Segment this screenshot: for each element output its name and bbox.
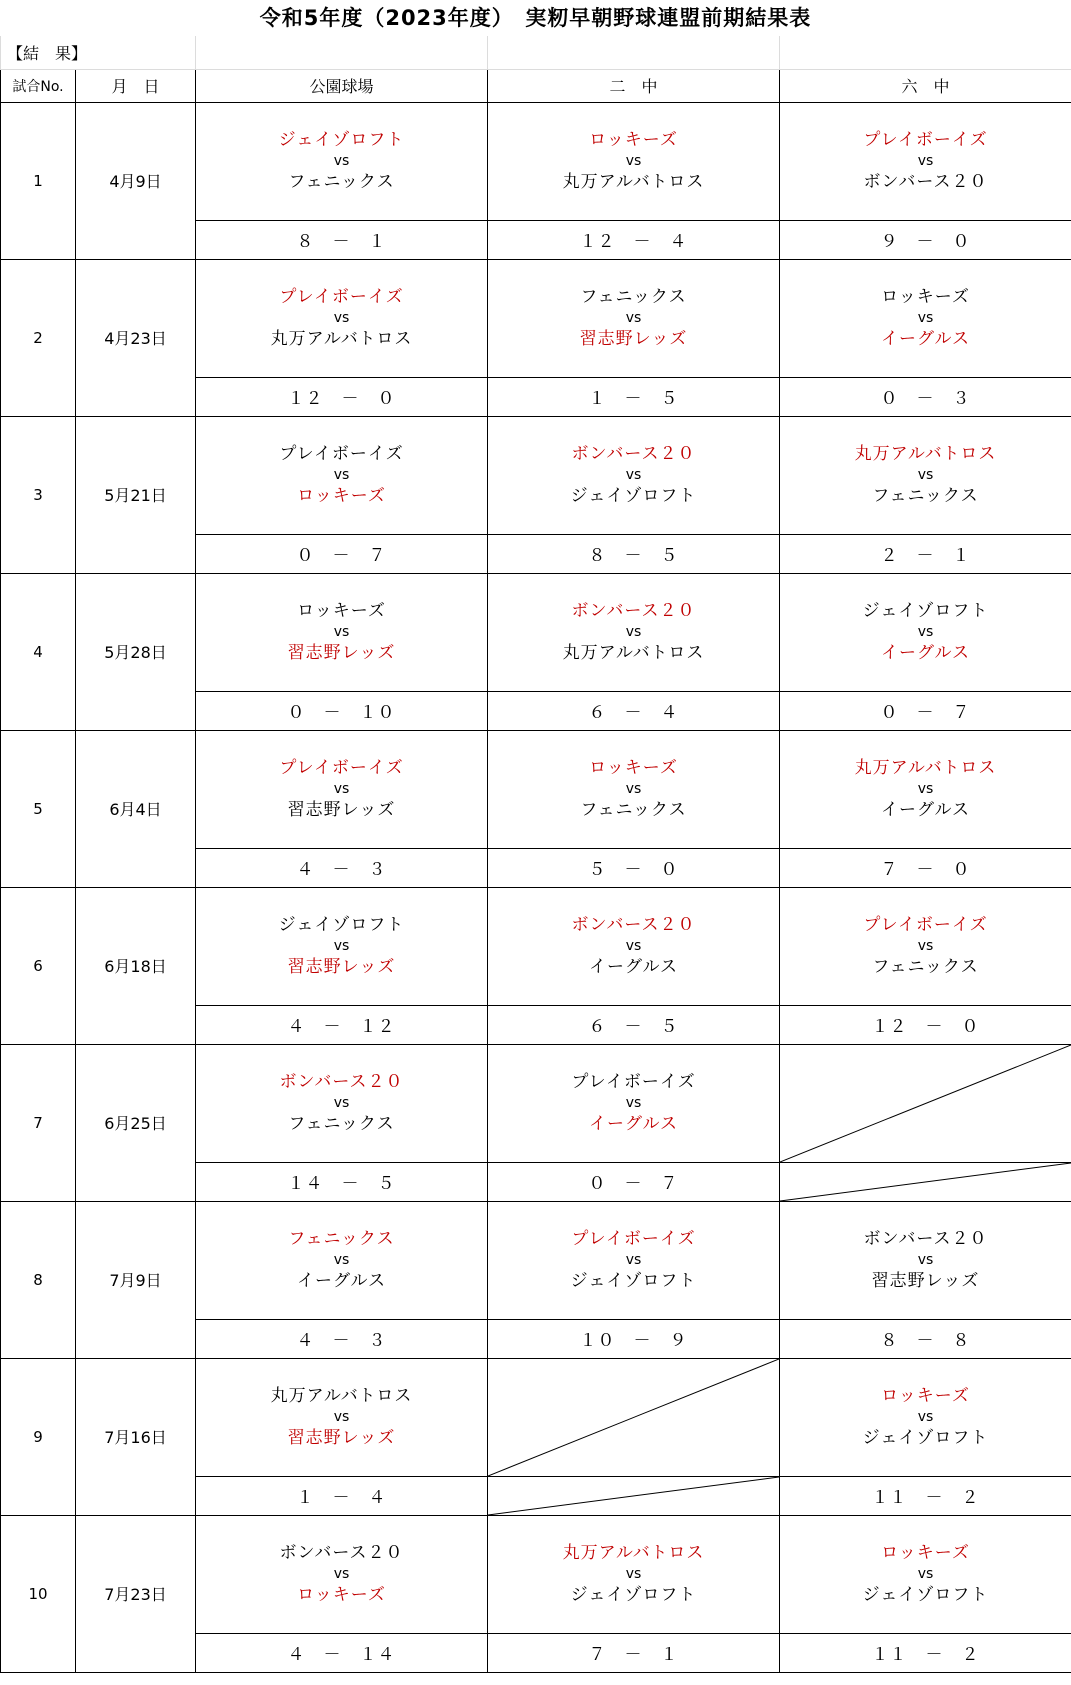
- game-cell: [196, 573, 488, 691]
- team-home: プレイボーイズ: [279, 758, 404, 778]
- team-away: イーグルス: [589, 1114, 678, 1134]
- match-number: 1: [1, 102, 76, 259]
- team-away: 丸万アルバトロス: [562, 643, 705, 663]
- team-home: プレイボーイズ: [571, 1229, 696, 1249]
- team-away: 習志野レッズ: [287, 1428, 396, 1448]
- team-home: 丸万アルバトロス: [854, 444, 997, 464]
- vs-label: vs: [917, 938, 934, 954]
- score-cell: ８ － ５: [488, 534, 780, 573]
- match-number: 10: [1, 1515, 76, 1672]
- vs-label: vs: [917, 310, 934, 326]
- header-venue-park: 公園球場: [196, 69, 488, 102]
- team-home: 丸万アルバトロス: [270, 1386, 413, 1406]
- game-cell: [196, 1515, 488, 1633]
- game-cell: [780, 1358, 1071, 1476]
- team-home: フェニックス: [288, 1229, 395, 1249]
- game-cell: [488, 102, 780, 220]
- match-row: [1, 259, 1071, 377]
- vs-label: vs: [333, 781, 350, 797]
- empty-cell: [488, 36, 780, 69]
- header-venue-nichu: 二 中: [488, 69, 780, 102]
- match-number: 3: [1, 416, 76, 573]
- vs-label: vs: [917, 1566, 934, 1582]
- team-away: 習志野レッズ: [287, 800, 396, 820]
- team-away: フェニックス: [288, 1114, 395, 1134]
- match-date: 7月9日: [76, 1201, 196, 1358]
- header-row: [1, 69, 1071, 102]
- header-match-no: 試合No.: [1, 69, 76, 102]
- score-cell: ５ － ０: [488, 848, 780, 887]
- game-cell: [196, 102, 488, 220]
- score-cell: ６ － ５: [488, 1005, 780, 1044]
- no-game-slash: [780, 1045, 1071, 1162]
- match-date: 5月28日: [76, 573, 196, 730]
- vs-label: vs: [333, 1095, 350, 1111]
- page-title: 令和5年度（2023年度） 実籾早朝野球連盟前期結果表: [259, 6, 812, 30]
- game-cell: [780, 102, 1071, 220]
- game-cell: [196, 416, 488, 534]
- score-cell: １０ － ９: [488, 1319, 780, 1358]
- score-cell: ０ － ７: [196, 534, 488, 573]
- vs-label: vs: [625, 1095, 642, 1111]
- game-cell: [488, 1515, 780, 1633]
- vs-label: vs: [917, 781, 934, 797]
- vs-label: vs: [625, 153, 642, 169]
- team-home: ロッキーズ: [589, 130, 678, 150]
- team-home: プレイボーイズ: [571, 1072, 696, 1092]
- vs-label: vs: [333, 624, 350, 640]
- match-date: 4月9日: [76, 102, 196, 259]
- game-cell: [196, 1201, 488, 1319]
- score-cell: １４ － ５: [196, 1162, 488, 1201]
- team-away: イーグルス: [881, 643, 970, 663]
- game-cell: [196, 1358, 488, 1476]
- result-label: 【結 果】: [1, 36, 196, 69]
- team-away: 丸万アルバトロス: [270, 329, 413, 349]
- match-date: 5月21日: [76, 416, 196, 573]
- match-row: [1, 730, 1071, 848]
- team-away: 習志野レッズ: [287, 957, 396, 977]
- game-cell: [780, 1201, 1071, 1319]
- team-away: 丸万アルバトロス: [562, 172, 705, 192]
- vs-label: vs: [917, 467, 934, 483]
- match-row: [1, 416, 1071, 534]
- vs-label: vs: [333, 1566, 350, 1582]
- match-row: [1, 887, 1071, 1005]
- no-game-slash: [488, 1477, 779, 1515]
- score-cell: １ － ４: [196, 1476, 488, 1515]
- game-cell: [780, 416, 1071, 534]
- no-game-cell: [488, 1358, 780, 1476]
- game-cell: [780, 573, 1071, 691]
- vs-label: vs: [625, 938, 642, 954]
- vs-label: vs: [625, 1252, 642, 1268]
- match-row: [1, 1515, 1071, 1633]
- team-home: 丸万アルバトロス: [562, 1543, 705, 1563]
- no-game-cell: [780, 1044, 1071, 1162]
- match-number: 7: [1, 1044, 76, 1201]
- match-number: 4: [1, 573, 76, 730]
- score-cell: ０ － １０: [196, 691, 488, 730]
- score-cell: ２ － １: [780, 534, 1071, 573]
- match-number: 9: [1, 1358, 76, 1515]
- vs-label: vs: [333, 1252, 350, 1268]
- score-cell: ４ － １４: [196, 1633, 488, 1672]
- vs-label: vs: [625, 781, 642, 797]
- team-home: ジェイゾロフト: [278, 915, 405, 935]
- team-home: ボンバース２０: [571, 915, 696, 935]
- score-cell: ０ － ７: [780, 691, 1071, 730]
- game-cell: [488, 887, 780, 1005]
- score-cell: １１ － ２: [780, 1633, 1071, 1672]
- vs-label: vs: [917, 1252, 934, 1268]
- match-row: [1, 1044, 1071, 1162]
- empty-cell: [780, 36, 1071, 69]
- team-away: イーグルス: [297, 1271, 386, 1291]
- vs-label: vs: [625, 1566, 642, 1582]
- score-cell: ４ － １２: [196, 1005, 488, 1044]
- team-away: 習志野レッズ: [871, 1271, 980, 1291]
- team-home: 丸万アルバトロス: [854, 758, 997, 778]
- score-cell: １２ － ０: [196, 377, 488, 416]
- score-cell: １１ － ２: [780, 1476, 1071, 1515]
- results-table: [0, 36, 1071, 1673]
- game-cell: [780, 1515, 1071, 1633]
- team-away: ジェイゾロフト: [862, 1585, 989, 1605]
- vs-label: vs: [917, 1409, 934, 1425]
- vs-label: vs: [333, 310, 350, 326]
- game-cell: [196, 887, 488, 1005]
- empty-cell: [196, 36, 488, 69]
- team-away: 習志野レッズ: [287, 643, 396, 663]
- team-home: プレイボーイズ: [863, 915, 988, 935]
- vs-label: vs: [333, 1409, 350, 1425]
- game-cell: [488, 730, 780, 848]
- game-cell: [488, 416, 780, 534]
- team-away: イーグルス: [589, 957, 678, 977]
- score-cell: ４ － ３: [196, 848, 488, 887]
- match-number: 8: [1, 1201, 76, 1358]
- team-away: ロッキーズ: [297, 486, 386, 506]
- team-home: プレイボーイズ: [279, 287, 404, 307]
- team-away: フェニックス: [288, 172, 395, 192]
- game-cell: [488, 573, 780, 691]
- vs-label: vs: [917, 153, 934, 169]
- team-away: ジェイゾロフト: [570, 486, 697, 506]
- score-cell: １２ － ０: [780, 1005, 1071, 1044]
- team-home: ボンバース２０: [279, 1072, 404, 1092]
- score-cell: ４ － ３: [196, 1319, 488, 1358]
- team-away: ジェイゾロフト: [862, 1428, 989, 1448]
- score-cell: ６ － ４: [488, 691, 780, 730]
- no-game-slash: [780, 1163, 1071, 1201]
- match-number: 2: [1, 259, 76, 416]
- match-number: 6: [1, 887, 76, 1044]
- vs-label: vs: [625, 310, 642, 326]
- team-home: ロッキーズ: [297, 601, 386, 621]
- score-cell: １２ － ４: [488, 220, 780, 259]
- game-cell: [488, 259, 780, 377]
- score-cell: ０ － ７: [488, 1162, 780, 1201]
- score-cell: ８ － ８: [780, 1319, 1071, 1358]
- result-label-row: [1, 36, 1071, 69]
- team-home: フェニックス: [580, 287, 687, 307]
- match-row: [1, 102, 1071, 220]
- vs-label: vs: [917, 624, 934, 640]
- vs-label: vs: [333, 467, 350, 483]
- game-cell: [196, 259, 488, 377]
- game-cell: [780, 730, 1071, 848]
- match-date: 6月4日: [76, 730, 196, 887]
- team-away: フェニックス: [872, 486, 979, 506]
- team-home: ジェイゾロフト: [278, 130, 405, 150]
- vs-label: vs: [333, 938, 350, 954]
- vs-label: vs: [625, 624, 642, 640]
- match-number: 5: [1, 730, 76, 887]
- match-date: 4月23日: [76, 259, 196, 416]
- team-home: ロッキーズ: [881, 1543, 970, 1563]
- team-home: プレイボーイズ: [863, 130, 988, 150]
- team-away: フェニックス: [872, 957, 979, 977]
- score-cell: ０ － ３: [780, 377, 1071, 416]
- team-home: ボンバース２０: [279, 1543, 404, 1563]
- match-row: [1, 1358, 1071, 1476]
- match-date: 7月23日: [76, 1515, 196, 1672]
- team-away: ジェイゾロフト: [570, 1585, 697, 1605]
- team-home: ジェイゾロフト: [862, 601, 989, 621]
- match-row: [1, 1201, 1071, 1319]
- team-home: ロッキーズ: [881, 1386, 970, 1406]
- team-home: ロッキーズ: [589, 758, 678, 778]
- team-away: 習志野レッズ: [579, 329, 688, 349]
- header-date: 月 日: [76, 69, 196, 102]
- game-cell: [196, 1044, 488, 1162]
- game-cell: [488, 1044, 780, 1162]
- game-cell: [196, 730, 488, 848]
- score-cell: １ － ５: [488, 377, 780, 416]
- match-date: 7月16日: [76, 1358, 196, 1515]
- team-away: ジェイゾロフト: [570, 1271, 697, 1291]
- score-cell: ７ － ０: [780, 848, 1071, 887]
- vs-label: vs: [333, 153, 350, 169]
- match-date: 6月25日: [76, 1044, 196, 1201]
- team-home: プレイボーイズ: [279, 444, 404, 464]
- game-cell: [488, 1201, 780, 1319]
- game-cell: [780, 887, 1071, 1005]
- game-cell: [780, 259, 1071, 377]
- vs-label: vs: [625, 467, 642, 483]
- score-cell: ８ － １: [196, 220, 488, 259]
- team-away: フェニックス: [580, 800, 687, 820]
- score-cell: ７ － １: [488, 1633, 780, 1672]
- team-away: ロッキーズ: [297, 1585, 386, 1605]
- match-date: 6月18日: [76, 887, 196, 1044]
- team-home: ボンバース２０: [571, 601, 696, 621]
- no-game-slash: [488, 1359, 779, 1476]
- match-row: [1, 573, 1071, 691]
- team-away: イーグルス: [881, 329, 970, 349]
- team-home: ボンバース２０: [863, 1229, 988, 1249]
- score-cell: ９ － ０: [780, 220, 1071, 259]
- team-away: イーグルス: [881, 800, 970, 820]
- no-game-cell: [488, 1476, 780, 1515]
- team-away: ボンバース２０: [863, 172, 988, 192]
- team-home: ボンバース２０: [571, 444, 696, 464]
- team-home: ロッキーズ: [881, 287, 970, 307]
- header-venue-rokuchu: 六 中: [780, 69, 1071, 102]
- no-game-cell: [780, 1162, 1071, 1201]
